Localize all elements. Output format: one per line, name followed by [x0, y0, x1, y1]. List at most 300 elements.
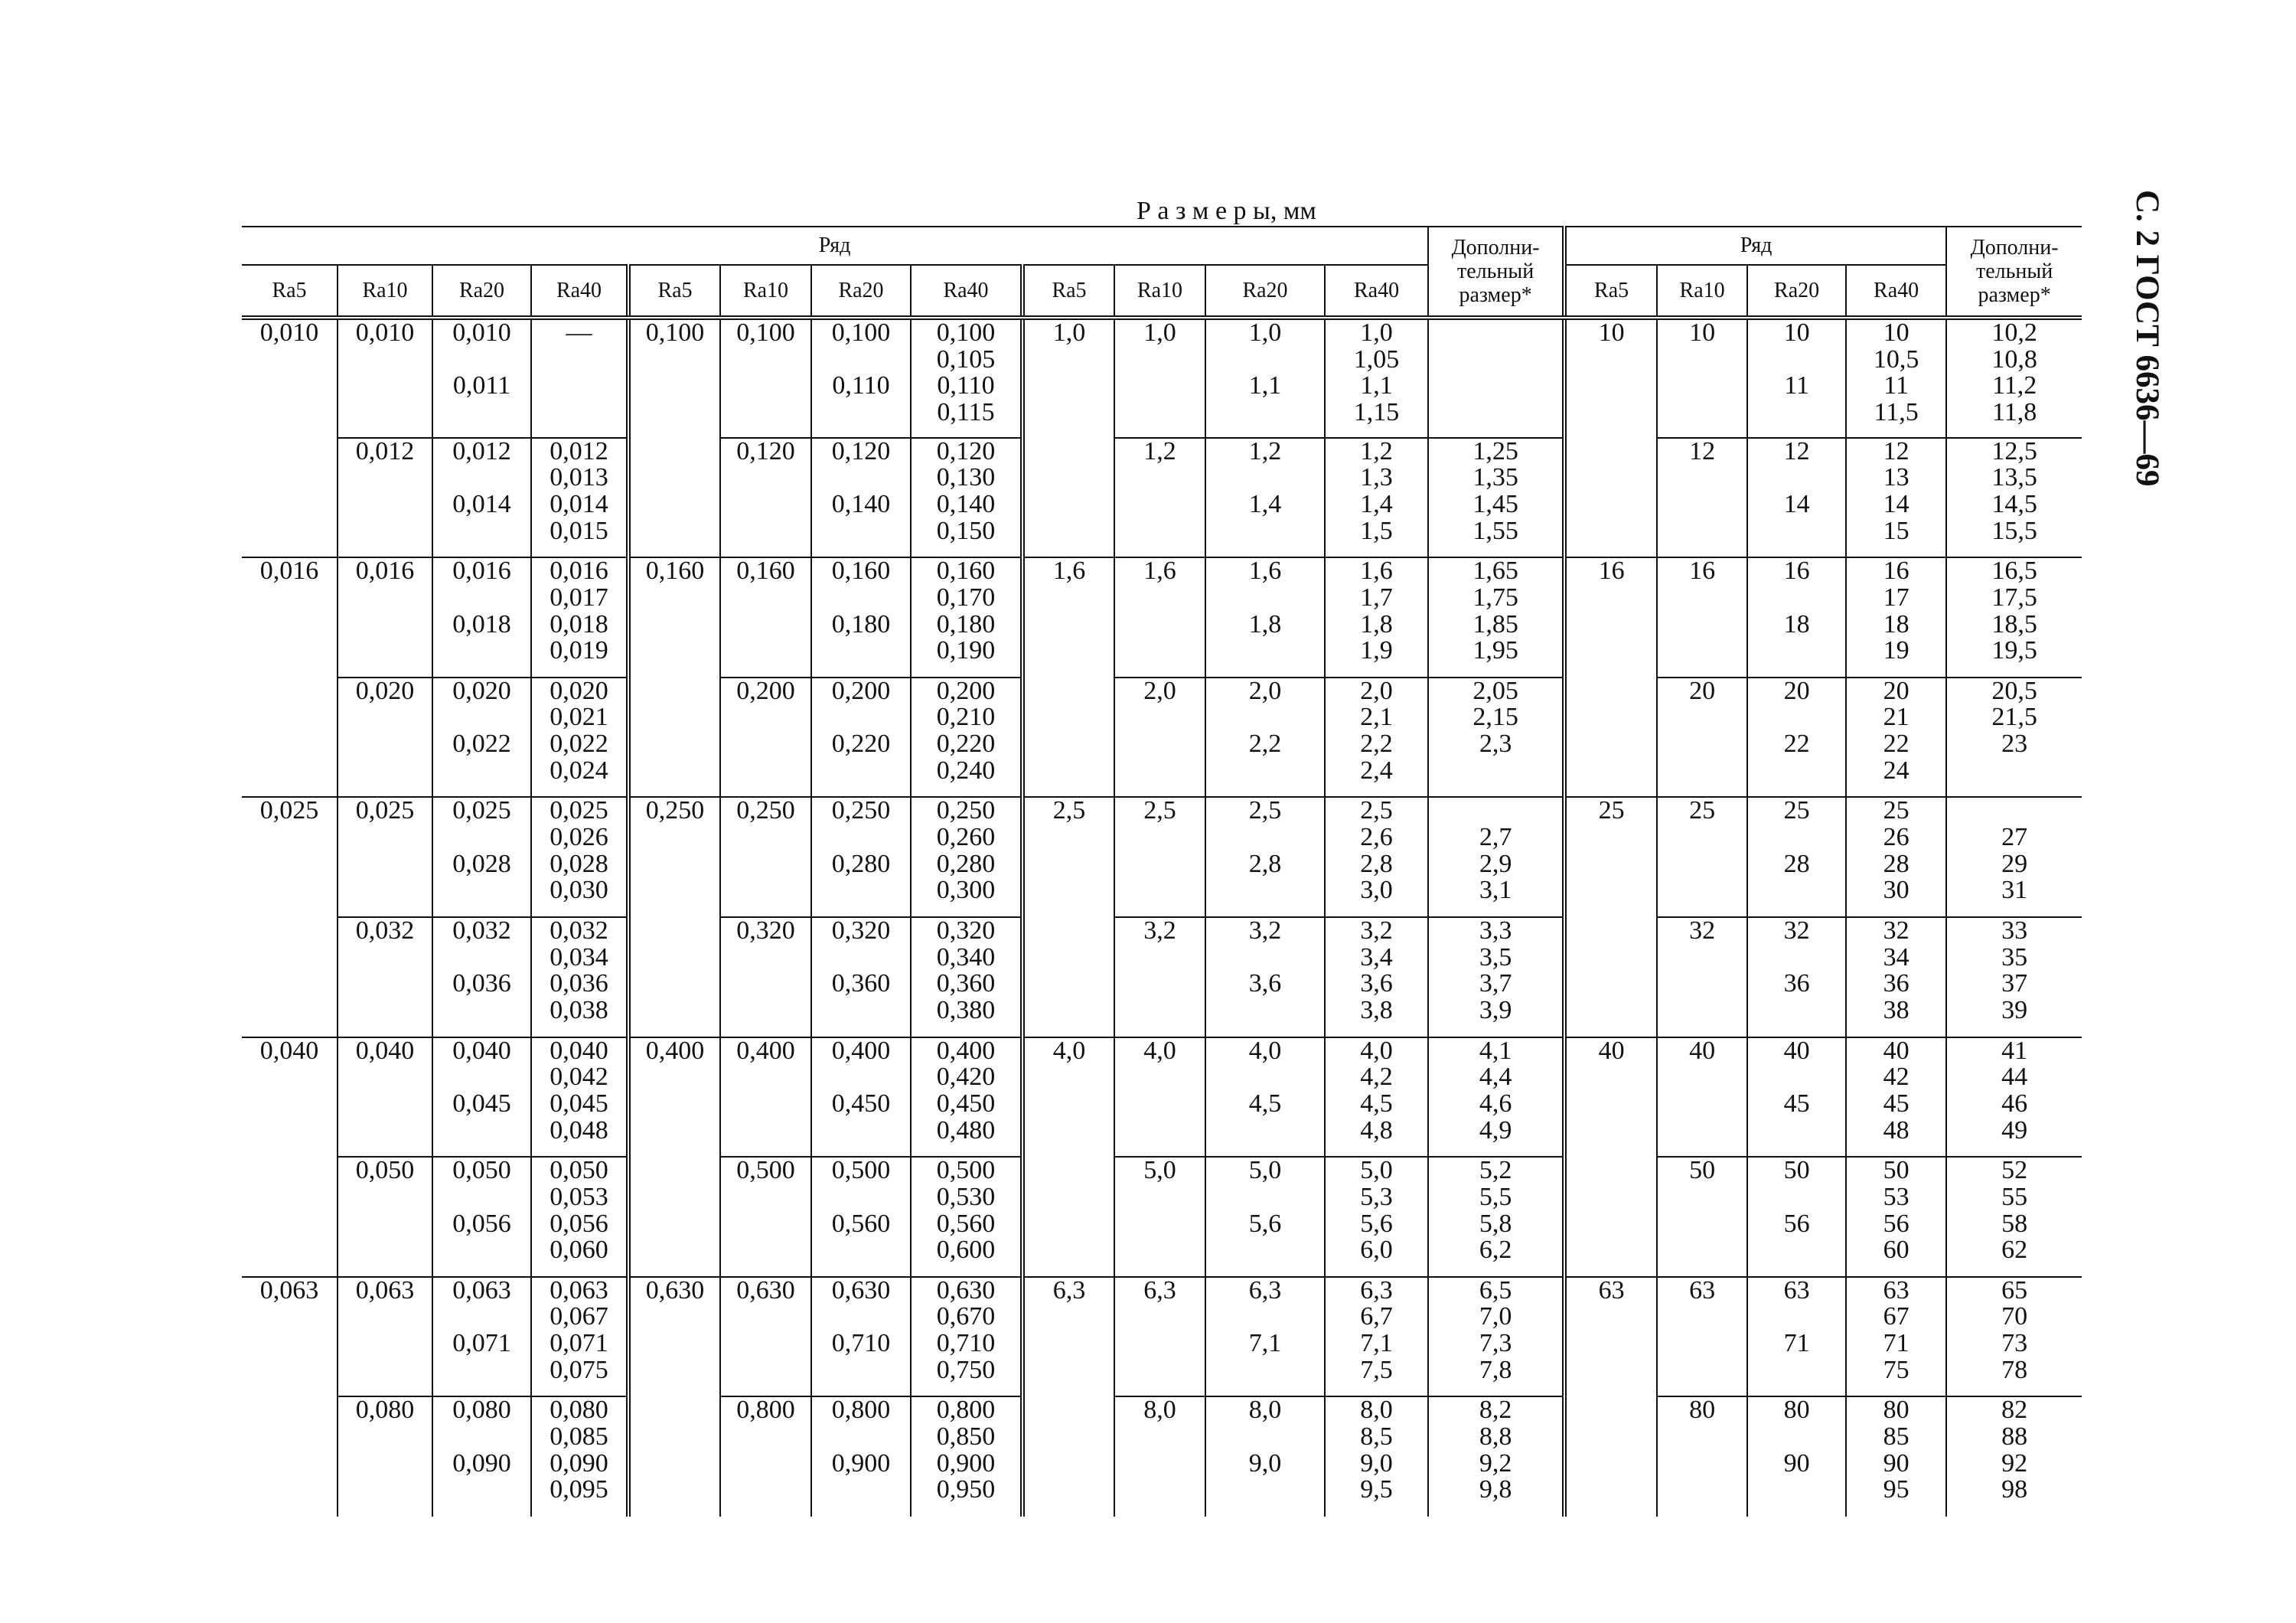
table-value: 14,5	[1991, 489, 2037, 518]
table-value: 4,8	[1360, 1115, 1393, 1145]
table-value	[1206, 945, 1324, 972]
table-value: 0,800	[831, 1396, 891, 1425]
table-cell	[1846, 438, 1946, 558]
table-cell	[432, 438, 531, 558]
table-cell	[1114, 1277, 1205, 1397]
table-value: 32	[1783, 916, 1810, 945]
table-value: 21	[1883, 703, 1910, 732]
table-cell	[628, 1037, 720, 1277]
table-value: 14	[1883, 489, 1910, 518]
table-value: 1,95	[1473, 636, 1518, 665]
table-value: 1,2	[1248, 436, 1282, 465]
table-value	[1206, 347, 1324, 374]
table-value: 22	[1883, 730, 1910, 759]
table-value: 60	[1883, 1236, 1910, 1265]
table-value: 80	[1783, 1396, 1810, 1425]
table-value: 0,075	[550, 1355, 608, 1384]
table-value: 0,110	[937, 371, 995, 400]
table-value	[1748, 347, 1845, 374]
table-value: 71	[1783, 1329, 1810, 1358]
table-value: 33	[2001, 916, 2028, 945]
table-value: 3,5	[1479, 942, 1512, 972]
table-row-block	[242, 678, 2082, 798]
table-value: 40	[1783, 1036, 1810, 1065]
table-value: 45	[1883, 1089, 1910, 1118]
table-value: 37	[2001, 969, 2028, 998]
table-cell	[1846, 1396, 1946, 1517]
table-value: 0,013	[550, 463, 608, 492]
table-value: 98	[2001, 1475, 2028, 1504]
table-value: 18,5	[1991, 609, 2037, 638]
table-value: 1,45	[1473, 489, 1518, 518]
table-cell	[1564, 318, 1657, 557]
table-value: 0,022	[550, 730, 608, 759]
table-value: 0,220	[936, 730, 996, 759]
table-cell	[1747, 1157, 1846, 1277]
table-cell	[1114, 438, 1205, 558]
table-value: 17,5	[1991, 583, 2037, 612]
table-value: 0,018	[452, 609, 511, 638]
table-value: 0,250	[645, 796, 705, 825]
table-cell	[338, 1037, 432, 1158]
table-value: 9,0	[1360, 1448, 1393, 1478]
table-value: 11,5	[1874, 398, 1919, 427]
table-value: 1,1	[1360, 371, 1393, 400]
table-cell	[911, 557, 1022, 678]
table-cell	[1205, 318, 1325, 438]
table-value: 6,3	[1360, 1275, 1393, 1305]
table-value: 0,670	[936, 1302, 996, 1331]
table-cell	[1114, 1396, 1205, 1517]
table-value: 55	[2001, 1182, 2028, 1211]
table-value: 16	[1598, 557, 1625, 586]
table-cell	[1022, 1037, 1114, 1277]
table-value: 0,010	[355, 318, 415, 347]
table-value: 1,8	[1248, 609, 1282, 638]
column-header: Ra20	[811, 265, 911, 318]
table-value	[1748, 704, 1845, 731]
table-value: 0,280	[936, 849, 996, 878]
table-value: 0,050	[550, 1156, 608, 1185]
table-value: 0,120	[736, 436, 795, 465]
table-cell	[628, 797, 720, 1037]
table-value: 25	[1883, 796, 1910, 825]
table-cell	[1022, 557, 1114, 797]
table-value	[1206, 1304, 1324, 1331]
table-value: 5,3	[1360, 1182, 1393, 1211]
table-cell	[1946, 1277, 2082, 1397]
table-value: 0,160	[936, 557, 996, 586]
column-header: Ra20	[1747, 265, 1846, 318]
series-header: Ряд	[1564, 227, 1946, 265]
table-cell	[811, 917, 911, 1037]
table-value: 2,6	[1360, 823, 1393, 852]
table-value: 0,012	[452, 436, 511, 465]
table-value: 0,180	[936, 609, 996, 638]
table-cell	[1205, 1037, 1325, 1158]
table-cell	[1846, 917, 1946, 1037]
table-row-block	[242, 557, 2082, 678]
table-cell	[1428, 1157, 1564, 1277]
table-value: 0,400	[736, 1036, 795, 1065]
table-value: 58	[2001, 1209, 2028, 1238]
table-value: 0,710	[936, 1329, 996, 1358]
table-value: 5,0	[1143, 1156, 1176, 1185]
table-value: 25	[1689, 796, 1716, 825]
table-value: 28	[1783, 849, 1810, 878]
table-value: 2,15	[1473, 703, 1518, 732]
table-cell	[911, 917, 1022, 1037]
table-value: 0,105	[936, 345, 996, 374]
table-value: 42	[1883, 1063, 1910, 1092]
table-value: 0,025	[355, 796, 415, 825]
table-value	[812, 585, 910, 612]
table-value: 11,8	[1991, 398, 2037, 427]
table-value: 63	[1689, 1275, 1716, 1305]
table-cell	[432, 1277, 531, 1397]
table-value: 0,011	[452, 371, 511, 400]
table-value: 2,4	[1360, 756, 1393, 785]
table-cell	[1846, 318, 1946, 438]
table-value: 0,340	[936, 942, 996, 972]
table-value: 0,115	[937, 398, 995, 427]
table-value	[1748, 465, 1845, 491]
table-cell	[811, 557, 911, 678]
table-value: 0,015	[550, 516, 608, 545]
table-value: 5,0	[1360, 1156, 1393, 1185]
table-value: 0,160	[645, 557, 705, 586]
table-value: 50	[1883, 1156, 1910, 1185]
table-value: 0,085	[550, 1422, 608, 1452]
table-value: 6,2	[1479, 1236, 1512, 1265]
table-value: 0,090	[550, 1448, 608, 1478]
table-value: 19,5	[1991, 636, 2037, 665]
table-value: 0,180	[831, 609, 891, 638]
table-value: 13	[1883, 463, 1910, 492]
table-value: 7,1	[1248, 1329, 1282, 1358]
table-value: 49	[2001, 1115, 2028, 1145]
table-cell	[1205, 1396, 1325, 1517]
table-cell	[1428, 1396, 1564, 1517]
table-cell	[1325, 1277, 1428, 1397]
table-value: 0,850	[936, 1422, 996, 1452]
table-value: 0,040	[550, 1036, 608, 1065]
table-value: 0,250	[736, 796, 795, 825]
table-value: 3,2	[1360, 916, 1393, 945]
extra-size-header-line: размер*	[1978, 283, 2051, 307]
table-value: 4,9	[1479, 1115, 1512, 1145]
table-value: 9,8	[1479, 1475, 1512, 1504]
table-cell	[720, 678, 811, 798]
table-cell	[911, 1277, 1022, 1397]
table-value: 1,25	[1473, 436, 1518, 465]
table-cell	[1747, 678, 1846, 798]
table-value: 90	[1783, 1448, 1810, 1478]
table-cell	[1428, 797, 1564, 917]
table-cell	[1428, 1277, 1564, 1397]
table-value	[433, 1304, 530, 1331]
table-cell	[338, 557, 432, 678]
table-value: 20	[1689, 676, 1716, 705]
table-value: 10	[1598, 318, 1625, 347]
table-value: 40	[1883, 1036, 1910, 1065]
table-value: 0,060	[550, 1236, 608, 1265]
table-cell	[1657, 1037, 1747, 1158]
table-value: 7,8	[1479, 1355, 1512, 1384]
table-value: 0,042	[550, 1063, 608, 1092]
table-cell	[1747, 318, 1846, 438]
table-cell	[1946, 678, 2082, 798]
table-cell	[242, 1277, 338, 1517]
table-value: 7,0	[1479, 1302, 1512, 1331]
table-value: 10	[1783, 318, 1810, 347]
table-cell	[911, 797, 1022, 917]
table-cell	[1946, 1037, 2082, 1158]
table-value: 4,1	[1479, 1036, 1512, 1065]
table-value: 0,040	[355, 1036, 415, 1065]
table-cell	[242, 557, 338, 797]
table-value: 1,35	[1473, 463, 1518, 492]
table-cell	[1205, 438, 1325, 558]
table-value: 0,063	[452, 1275, 511, 1305]
table-value: 63	[1598, 1275, 1625, 1305]
table-value: 1,2	[1143, 436, 1176, 465]
table-value: 2,05	[1473, 676, 1518, 705]
table-cell	[911, 678, 1022, 798]
table-cell	[811, 797, 911, 917]
table-value: 0,420	[936, 1063, 996, 1092]
table-cell	[338, 678, 432, 798]
table-value: 10	[1689, 318, 1716, 347]
table-cell	[1564, 1277, 1657, 1517]
table-value: 5,2	[1479, 1156, 1512, 1185]
series-header: Ряд	[242, 227, 1428, 265]
column-header: Ra5	[628, 265, 720, 318]
table-value	[1206, 1184, 1324, 1211]
table-cell	[531, 557, 628, 678]
table-value: 0,032	[550, 916, 608, 945]
table-cell	[911, 1396, 1022, 1517]
table-value: 4,0	[1248, 1036, 1282, 1065]
table-cell	[1428, 678, 1564, 798]
column-header: Ra5	[1022, 265, 1114, 318]
table-cell	[432, 557, 531, 678]
table-cell	[1564, 557, 1657, 797]
table-value: 8,5	[1360, 1422, 1393, 1452]
table-caption: Р а з м е р ы, мм	[1137, 197, 1316, 225]
table-value: 0,500	[831, 1156, 891, 1185]
table-value: 56	[1783, 1209, 1810, 1238]
table-value: 0,063	[355, 1275, 415, 1305]
table-cell	[1325, 797, 1428, 917]
column-header: Ra40	[531, 265, 628, 318]
table-value: 44	[2001, 1063, 2028, 1092]
table-cell	[1325, 1037, 1428, 1158]
table-value	[433, 825, 530, 851]
table-value	[1748, 1184, 1845, 1211]
table-value: 0,040	[259, 1036, 319, 1065]
table-value: 67	[1883, 1302, 1910, 1331]
table-value: 3,2	[1248, 916, 1282, 945]
table-value: 19	[1883, 636, 1910, 665]
table-cell	[531, 1157, 628, 1277]
table-cell	[1325, 557, 1428, 678]
table-cell	[1657, 557, 1747, 678]
table-value: 6,3	[1248, 1275, 1282, 1305]
table-value: 7,1	[1360, 1329, 1393, 1358]
table-value: 27	[2001, 823, 2028, 852]
table-value: 4,6	[1479, 1089, 1512, 1118]
table-value	[1748, 1424, 1845, 1451]
column-header: Ra40	[1846, 265, 1946, 318]
table-value: 0,800	[736, 1396, 795, 1425]
table-cell	[1846, 1157, 1946, 1277]
table-value	[1947, 798, 2082, 825]
table-value: 73	[2001, 1329, 2028, 1358]
table-value: 9,0	[1248, 1448, 1282, 1478]
table-value: 22	[1783, 730, 1810, 759]
table-value: 0,450	[831, 1089, 891, 1118]
table-value: 45	[1783, 1089, 1810, 1118]
table-value: 0,020	[550, 676, 608, 705]
table-cell	[1657, 917, 1747, 1037]
table-cell	[1846, 678, 1946, 798]
table-cell	[720, 797, 811, 917]
table-value: 0,080	[355, 1396, 415, 1425]
table-cell	[338, 917, 432, 1037]
table-value: 0,016	[452, 557, 511, 586]
sizes-table	[242, 226, 2082, 1517]
table-value: 7,3	[1479, 1329, 1512, 1358]
table-value	[433, 1184, 530, 1211]
table-value	[433, 945, 530, 972]
table-value: 0,200	[831, 676, 891, 705]
table-value: 92	[2001, 1448, 2028, 1478]
table-value: 23	[2001, 730, 2028, 759]
table-value: 0,800	[936, 1396, 996, 1425]
table-cell	[1114, 917, 1205, 1037]
table-value: 1,9	[1360, 636, 1393, 665]
table-value: 8,2	[1479, 1396, 1512, 1425]
table-value: 50	[1783, 1156, 1810, 1185]
table-cell	[1946, 318, 2082, 438]
table-row-block	[242, 917, 2082, 1037]
table-cell	[242, 797, 338, 1037]
table-value: 0,040	[452, 1036, 511, 1065]
table-value: 1,55	[1473, 516, 1518, 545]
table-value: 0,016	[259, 557, 319, 586]
table-cell	[1022, 797, 1114, 1037]
table-cell	[720, 557, 811, 678]
table-cell	[432, 797, 531, 917]
table-value: 0,012	[355, 436, 415, 465]
table-value: 0,010	[259, 318, 319, 347]
table-cell	[1657, 1157, 1747, 1277]
table-value: 17	[1883, 583, 1910, 612]
table-cell	[1428, 318, 1564, 438]
table-value: 0,100	[645, 318, 705, 347]
table-cell	[338, 1157, 432, 1277]
table-value: 1,65	[1473, 557, 1518, 586]
table-value: 0,560	[936, 1209, 996, 1238]
table-value: 26	[1883, 823, 1910, 852]
table-cell	[432, 917, 531, 1037]
table-cell	[1564, 797, 1657, 1037]
table-cell	[1114, 797, 1205, 917]
table-cell	[720, 438, 811, 558]
table-cell	[1114, 678, 1205, 798]
table-value: 5,5	[1479, 1182, 1512, 1211]
table-cell	[432, 1396, 531, 1517]
table-value: 0,036	[550, 969, 608, 998]
table-value: 1,75	[1473, 583, 1518, 612]
table-value: —	[566, 318, 592, 347]
table-value	[1206, 825, 1324, 851]
table-value	[812, 945, 910, 972]
table-value: 0,071	[550, 1329, 608, 1358]
table-value: 12	[1883, 436, 1910, 465]
table-value: 41	[2001, 1036, 2028, 1065]
table-value: 34	[1883, 942, 1910, 972]
table-value: 20,5	[1991, 676, 2037, 705]
table-value: 1,0	[1360, 318, 1393, 347]
table-value: 63	[1783, 1275, 1810, 1305]
table-value: 0,210	[936, 703, 996, 732]
table-value: 1,8	[1360, 609, 1393, 638]
table-value: 0,900	[831, 1448, 891, 1478]
table-value	[812, 1064, 910, 1091]
table-cell	[911, 1037, 1022, 1158]
table-cell	[1747, 917, 1846, 1037]
table-value: 13,5	[1991, 463, 2037, 492]
table-cell	[242, 1037, 338, 1277]
table-value: 0,450	[936, 1089, 996, 1118]
table-value: 1,05	[1353, 345, 1400, 374]
table-cell	[338, 438, 432, 558]
table-value: 40	[1689, 1036, 1716, 1065]
table-value: 0,140	[936, 489, 996, 518]
table-value: 0,200	[736, 676, 795, 705]
table-value: 0,045	[550, 1089, 608, 1118]
table-value: 2,5	[1360, 796, 1393, 825]
table-value: 2,5	[1248, 796, 1282, 825]
table-cell	[911, 318, 1022, 438]
table-value: 15,5	[1991, 516, 2037, 545]
table-value: 0,014	[452, 489, 511, 518]
table-value	[1748, 1064, 1845, 1091]
table-value	[433, 1424, 530, 1451]
table-value: 0,630	[645, 1275, 705, 1305]
table-value: 9,5	[1360, 1475, 1393, 1504]
table-row-block	[242, 797, 2082, 917]
table-value	[812, 347, 910, 374]
table-value: 0,018	[550, 609, 608, 638]
table-value: 2,2	[1248, 730, 1282, 759]
table-value: 50	[1689, 1156, 1716, 1185]
table-cell	[1657, 438, 1747, 558]
table-value: 1,6	[1248, 557, 1282, 586]
table-value: 0,500	[736, 1156, 795, 1185]
sizes-table-body	[242, 318, 2082, 1517]
table-cell	[338, 1396, 432, 1517]
table-value: 3,6	[1360, 969, 1393, 998]
table-cell	[1325, 917, 1428, 1037]
table-value: 4,0	[1052, 1036, 1086, 1065]
table-value: 0,021	[550, 703, 608, 732]
table-value	[812, 825, 910, 851]
table-value: 16,5	[1991, 557, 2037, 586]
table-value: 0,360	[831, 969, 891, 998]
